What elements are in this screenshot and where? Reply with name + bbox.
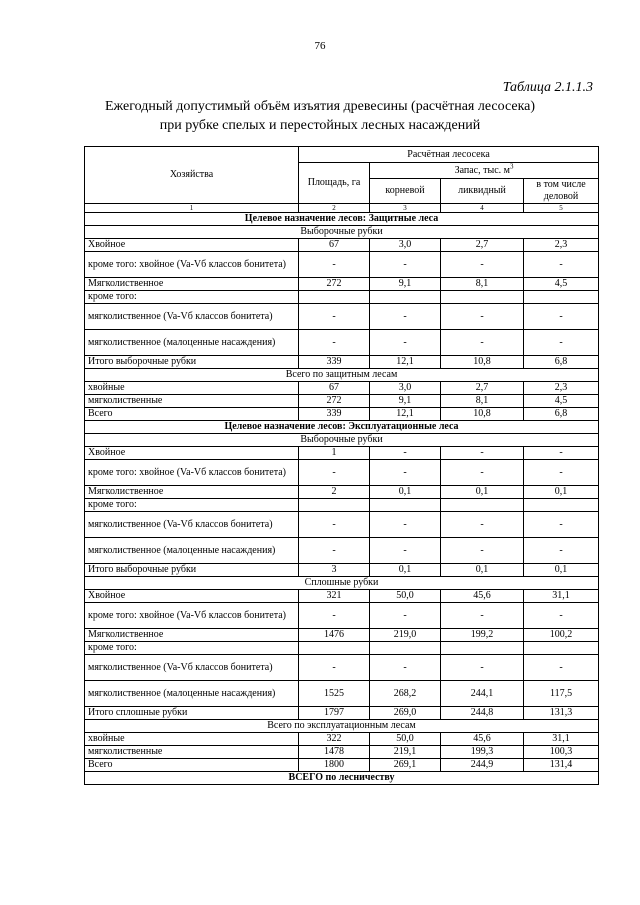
root-stock-cell: - xyxy=(370,330,441,356)
table-row xyxy=(85,239,599,252)
area-cell: - xyxy=(299,460,370,486)
row-name: кроме того: хвойное (Va-Vб классов бонитета) xyxy=(85,603,299,629)
business-stock-cell: 4,5 xyxy=(524,395,599,408)
harvest-table xyxy=(84,146,599,785)
row-name: хвойные xyxy=(85,733,299,746)
business-stock-cell: 31,1 xyxy=(524,733,599,746)
table-row xyxy=(85,681,599,707)
root-stock-cell: 12,1 xyxy=(370,356,441,369)
header-group: Расчётная лесосека xyxy=(299,147,599,163)
area-cell: - xyxy=(299,512,370,538)
table-row xyxy=(85,707,599,720)
table-row xyxy=(85,356,599,369)
subsection-row xyxy=(85,720,599,733)
liquid-stock-cell: 10,8 xyxy=(441,356,524,369)
area-cell: 272 xyxy=(299,395,370,408)
root-stock-cell: - xyxy=(370,252,441,278)
row-name: Итого выборочные рубки xyxy=(85,356,299,369)
table-row xyxy=(85,447,599,460)
subsection-title: Всего по эксплуатационным лесам xyxy=(85,720,599,733)
business-stock-cell xyxy=(524,499,599,512)
business-stock-cell: 2,3 xyxy=(524,382,599,395)
area-cell: 339 xyxy=(299,356,370,369)
business-stock-cell xyxy=(524,642,599,655)
liquid-stock-cell: - xyxy=(441,603,524,629)
table-row xyxy=(85,291,599,304)
root-stock-cell: 50,0 xyxy=(370,590,441,603)
business-stock-cell: 31,1 xyxy=(524,590,599,603)
liquid-stock-cell: 244,8 xyxy=(441,707,524,720)
table-row xyxy=(85,538,599,564)
column-number: 2 xyxy=(299,204,370,213)
table-row xyxy=(85,382,599,395)
table-row xyxy=(85,499,599,512)
business-stock-cell: - xyxy=(524,304,599,330)
area-cell: 321 xyxy=(299,590,370,603)
root-stock-cell: 269,1 xyxy=(370,759,441,772)
liquid-stock-cell: 2,7 xyxy=(441,239,524,252)
business-stock-cell: 0,1 xyxy=(524,486,599,499)
liquid-stock-cell: 199,2 xyxy=(441,629,524,642)
table-row xyxy=(85,304,599,330)
business-stock-cell: 131,3 xyxy=(524,707,599,720)
liquid-stock-cell: - xyxy=(441,304,524,330)
business-stock-cell: - xyxy=(524,603,599,629)
row-name: кроме того: xyxy=(85,499,299,512)
liquid-stock-cell: 8,1 xyxy=(441,278,524,291)
table-row xyxy=(85,252,599,278)
business-stock-cell: - xyxy=(524,330,599,356)
row-name: мягколиственное (Va-Vб классов бонитета) xyxy=(85,655,299,681)
business-stock-cell: - xyxy=(524,512,599,538)
table-row xyxy=(85,278,599,291)
subsection-title: Выборочные рубки xyxy=(85,226,599,239)
row-name: Итого выборочные рубки xyxy=(85,564,299,577)
area-cell: - xyxy=(299,538,370,564)
area-cell: 322 xyxy=(299,733,370,746)
header-farms: Хозяйства xyxy=(85,147,299,204)
column-number: 4 xyxy=(441,204,524,213)
business-stock-cell: - xyxy=(524,460,599,486)
root-stock-cell: - xyxy=(370,512,441,538)
row-name: Мягколиственное xyxy=(85,278,299,291)
business-stock-cell: 131,4 xyxy=(524,759,599,772)
liquid-stock-cell: 0,1 xyxy=(441,564,524,577)
row-name: хвойные xyxy=(85,382,299,395)
root-stock-cell xyxy=(370,291,441,304)
root-stock-cell: - xyxy=(370,538,441,564)
subsection-row xyxy=(85,369,599,382)
header-stock xyxy=(370,163,599,179)
business-stock-cell: 6,8 xyxy=(524,408,599,421)
root-stock-cell: 9,1 xyxy=(370,395,441,408)
header-including-line-1: в том числе xyxy=(536,179,586,190)
area-cell: 1797 xyxy=(299,707,370,720)
table-row xyxy=(85,590,599,603)
row-name: мягколиственное (Va-Vб классов бонитета) xyxy=(85,304,299,330)
table-row xyxy=(85,512,599,538)
business-stock-cell: - xyxy=(524,655,599,681)
area-cell: 272 xyxy=(299,278,370,291)
row-name: мягколиственное (Va-Vб классов бонитета) xyxy=(85,512,299,538)
business-stock-cell: - xyxy=(524,538,599,564)
table-row xyxy=(85,486,599,499)
section-title: Целевое назначение лесов: Эксплуатационные леса xyxy=(85,421,599,434)
area-cell: 1 xyxy=(299,447,370,460)
liquid-stock-cell: - xyxy=(441,538,524,564)
header-stock-label: Запас, тыс. м xyxy=(454,164,510,176)
liquid-stock-cell: 2,7 xyxy=(441,382,524,395)
area-cell: 67 xyxy=(299,239,370,252)
section-row xyxy=(85,421,599,434)
subsection-title: Выборочные рубки xyxy=(85,434,599,447)
row-name: кроме того: хвойное (Va-Vб классов бонитета) xyxy=(85,252,299,278)
root-stock-cell: 269,0 xyxy=(370,707,441,720)
liquid-stock-cell: 10,8 xyxy=(441,408,524,421)
business-stock-cell: - xyxy=(524,447,599,460)
area-cell: 3 xyxy=(299,564,370,577)
root-stock-cell: 3,0 xyxy=(370,239,441,252)
row-name: Всего xyxy=(85,759,299,772)
header-including xyxy=(524,179,599,204)
business-stock-cell: 4,5 xyxy=(524,278,599,291)
header-area: Площадь, га xyxy=(299,163,370,204)
root-stock-cell: 9,1 xyxy=(370,278,441,291)
header-stock-sup: 3 xyxy=(509,162,514,171)
area-cell: 1525 xyxy=(299,681,370,707)
row-name: мягколиственное (малоценные насаждения) xyxy=(85,330,299,356)
section-row xyxy=(85,772,599,785)
liquid-stock-cell: 199,3 xyxy=(441,746,524,759)
business-stock-cell xyxy=(524,291,599,304)
row-name: Всего xyxy=(85,408,299,421)
row-name: Хвойное xyxy=(85,590,299,603)
business-stock-cell: 2,3 xyxy=(524,239,599,252)
root-stock-cell: 0,1 xyxy=(370,486,441,499)
table-row xyxy=(85,564,599,577)
section-title: ВСЕГО по лесничеству xyxy=(85,772,599,785)
table-row xyxy=(85,629,599,642)
table-row xyxy=(85,395,599,408)
area-cell: 67 xyxy=(299,382,370,395)
business-stock-cell: 100,3 xyxy=(524,746,599,759)
row-name: мягколиственное (малоценные насаждения) xyxy=(85,538,299,564)
area-cell: 1476 xyxy=(299,629,370,642)
liquid-stock-cell: 244,9 xyxy=(441,759,524,772)
subsection-row xyxy=(85,577,599,590)
liquid-stock-cell: - xyxy=(441,330,524,356)
table-row xyxy=(85,460,599,486)
business-stock-cell: 0,1 xyxy=(524,564,599,577)
area-cell xyxy=(299,499,370,512)
root-stock-cell: 12,1 xyxy=(370,408,441,421)
table-row xyxy=(85,603,599,629)
root-stock-cell: 0,1 xyxy=(370,564,441,577)
root-stock-cell: - xyxy=(370,304,441,330)
root-stock-cell: - xyxy=(370,603,441,629)
liquid-stock-cell: - xyxy=(441,460,524,486)
liquid-stock-cell: 244,1 xyxy=(441,681,524,707)
column-number: 3 xyxy=(370,204,441,213)
root-stock-cell: 219,0 xyxy=(370,629,441,642)
liquid-stock-cell: 45,6 xyxy=(441,590,524,603)
liquid-stock-cell: - xyxy=(441,447,524,460)
row-name: Хвойное xyxy=(85,447,299,460)
root-stock-cell: - xyxy=(370,460,441,486)
page-number: 76 xyxy=(314,40,326,52)
business-stock-cell: 117,5 xyxy=(524,681,599,707)
column-number: 1 xyxy=(85,204,299,213)
area-cell: 339 xyxy=(299,408,370,421)
root-stock-cell: 3,0 xyxy=(370,382,441,395)
root-stock-cell: 268,2 xyxy=(370,681,441,707)
table-row xyxy=(85,330,599,356)
row-name: кроме того: хвойное (Va-Vб классов бонитета) xyxy=(85,460,299,486)
row-name: кроме того: xyxy=(85,291,299,304)
liquid-stock-cell: 0,1 xyxy=(441,486,524,499)
subsection-title: Всего по защитным лесам xyxy=(85,369,599,382)
row-name: мягколиственные xyxy=(85,746,299,759)
table-label: Таблица 2.1.1.3 xyxy=(502,80,593,95)
row-name: кроме того: xyxy=(85,642,299,655)
column-numbers-row xyxy=(85,204,599,213)
business-stock-cell: 100,2 xyxy=(524,629,599,642)
liquid-stock-cell: 8,1 xyxy=(441,395,524,408)
area-cell: - xyxy=(299,603,370,629)
table-row xyxy=(85,746,599,759)
row-name: Хвойное xyxy=(85,239,299,252)
liquid-stock-cell: - xyxy=(441,655,524,681)
table-row xyxy=(85,655,599,681)
business-stock-cell: 6,8 xyxy=(524,356,599,369)
table-row xyxy=(85,759,599,772)
header-liquid: ликвидный xyxy=(441,179,524,204)
row-name: Итого сплошные рубки xyxy=(85,707,299,720)
table-row xyxy=(85,408,599,421)
section-title: Целевое назначение лесов: Защитные леса xyxy=(85,213,599,226)
liquid-stock-cell: 45,6 xyxy=(441,733,524,746)
row-name: мягколиственное (малоценные насаждения) xyxy=(85,681,299,707)
area-cell: - xyxy=(299,330,370,356)
header-including-line-2: деловой xyxy=(543,191,579,202)
area-cell xyxy=(299,291,370,304)
area-cell: - xyxy=(299,252,370,278)
root-stock-cell: - xyxy=(370,447,441,460)
area-cell: - xyxy=(299,655,370,681)
caption-line-2: при рубке спелых и перестойных лесных насаждений xyxy=(159,118,481,133)
table-row xyxy=(85,733,599,746)
liquid-stock-cell xyxy=(441,499,524,512)
row-name: мягколиственные xyxy=(85,395,299,408)
column-number: 5 xyxy=(524,204,599,213)
area-cell: - xyxy=(299,304,370,330)
subsection-title: Сплошные рубки xyxy=(85,577,599,590)
area-cell: 1800 xyxy=(299,759,370,772)
row-name: Мягколиственное xyxy=(85,486,299,499)
liquid-stock-cell xyxy=(441,642,524,655)
row-name: Мягколиственное xyxy=(85,629,299,642)
table-body xyxy=(85,213,599,785)
table-row xyxy=(85,642,599,655)
header-root: корневой xyxy=(370,179,441,204)
root-stock-cell: 50,0 xyxy=(370,733,441,746)
root-stock-cell: - xyxy=(370,655,441,681)
subsection-row xyxy=(85,434,599,447)
table-caption xyxy=(0,97,640,135)
caption-line-1: Ежегодный допустимый объём изъятия древесины (расчётная лесосека) xyxy=(104,99,536,114)
liquid-stock-cell: - xyxy=(441,252,524,278)
subsection-row xyxy=(85,226,599,239)
root-stock-cell xyxy=(370,642,441,655)
root-stock-cell: 219,1 xyxy=(370,746,441,759)
section-row xyxy=(85,213,599,226)
root-stock-cell xyxy=(370,499,441,512)
business-stock-cell: - xyxy=(524,252,599,278)
liquid-stock-cell xyxy=(441,291,524,304)
area-cell: 1478 xyxy=(299,746,370,759)
liquid-stock-cell: - xyxy=(441,512,524,538)
area-cell: 2 xyxy=(299,486,370,499)
area-cell xyxy=(299,642,370,655)
